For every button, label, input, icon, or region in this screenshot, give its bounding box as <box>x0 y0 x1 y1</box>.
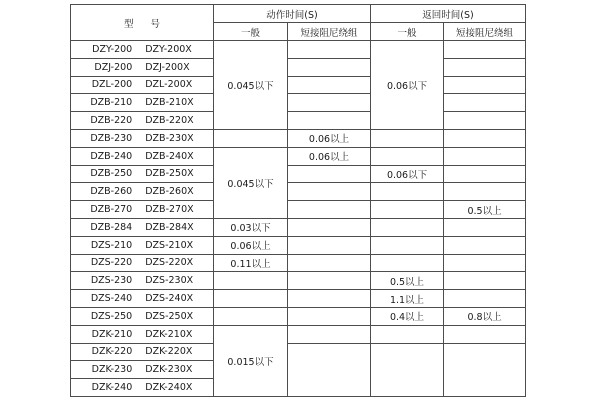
table-row <box>71 325 526 343</box>
action-short-damping-cell <box>288 272 371 290</box>
action-short-damping-cell <box>288 183 371 201</box>
action-short-damping-cell <box>288 290 371 308</box>
model-name-left: DZB-284 <box>90 221 133 233</box>
action-general-cell: 0.045以下 <box>214 147 288 218</box>
model-name-right: DZJ-200X <box>145 61 190 73</box>
table-row <box>71 254 526 272</box>
action-short-damping-cell <box>288 112 371 130</box>
action-general-cell <box>214 129 288 147</box>
action-short-damping-cell <box>288 343 371 396</box>
model-name-right: DZY-200X <box>145 43 192 55</box>
model-cell <box>71 272 214 290</box>
return-short-damping-cell <box>444 290 526 308</box>
return-short-damping-cell <box>444 41 526 59</box>
action-short-damping-cell <box>288 76 371 94</box>
action-short-damping-cell <box>288 201 371 219</box>
model-cell <box>71 307 214 325</box>
header-row-top <box>71 5 526 23</box>
return-short-damping-cell <box>444 94 526 112</box>
action-short-damping-cell <box>288 218 371 236</box>
action-general-cell <box>214 307 288 325</box>
table-row <box>71 290 526 308</box>
model-cell <box>71 361 214 379</box>
model-cell <box>71 325 214 343</box>
action-general-cell: 0.06以上 <box>214 236 288 254</box>
model-name-left: DZL-200 <box>91 79 133 91</box>
model-name-right: DZB-250X <box>145 168 194 180</box>
column-header-return-time: 返回时间(S) <box>371 5 526 23</box>
model-cell <box>71 41 214 59</box>
model-name-right: DZS-230X <box>145 275 194 287</box>
table-row <box>71 236 526 254</box>
table-row <box>71 41 526 59</box>
model-name-right: DZK-240X <box>145 382 193 394</box>
action-general-cell <box>214 272 288 290</box>
return-short-damping-cell <box>444 254 526 272</box>
column-header-action-time: 动作时间(S) <box>214 5 371 23</box>
model-cell <box>71 129 214 147</box>
column-header-return-general: 一般 <box>371 23 444 41</box>
return-general-cell <box>371 183 444 201</box>
return-general-cell <box>371 325 444 343</box>
relay-spec-table <box>70 4 526 397</box>
model-name-left: DZY-200 <box>92 43 133 55</box>
return-short-damping-cell <box>444 343 526 396</box>
column-header-action-general: 一般 <box>214 23 288 41</box>
column-header-model: 型 号 <box>71 5 214 41</box>
table-row <box>71 343 526 361</box>
return-general-cell <box>371 343 444 396</box>
model-name-right: DZB-240X <box>145 150 194 162</box>
model-cell <box>71 183 214 201</box>
return-short-damping-cell <box>444 218 526 236</box>
model-name-right: DZS-250X <box>145 310 194 322</box>
table-row <box>71 218 526 236</box>
model-name-left: DZS-240 <box>90 293 133 305</box>
model-name-right: DZK-220X <box>145 346 193 358</box>
model-name-left: DZS-210 <box>90 239 133 251</box>
model-cell <box>71 58 214 76</box>
table-row <box>71 147 526 165</box>
model-name-right: DZK-210X <box>145 328 193 340</box>
action-short-damping-cell <box>288 58 371 76</box>
action-general-cell: 0.045以下 <box>214 41 288 130</box>
model-name-right: DZS-210X <box>145 239 194 251</box>
model-cell <box>71 236 214 254</box>
return-general-cell <box>371 129 444 147</box>
return-general-cell: 0.06以下 <box>371 165 444 183</box>
model-name-left: DZB-270 <box>90 204 133 216</box>
model-cell <box>71 76 214 94</box>
return-short-damping-cell: 0.5以上 <box>444 201 526 219</box>
return-general-cell <box>371 201 444 219</box>
model-cell <box>71 379 214 397</box>
model-name-left: DZJ-200 <box>94 61 133 73</box>
model-name-left: DZB-210 <box>90 97 133 109</box>
table-body <box>71 5 526 397</box>
model-name-left: DZB-220 <box>90 115 133 127</box>
return-short-damping-cell <box>444 236 526 254</box>
model-cell <box>71 290 214 308</box>
return-general-cell <box>371 147 444 165</box>
model-name-left: DZK-210 <box>91 328 133 340</box>
model-cell <box>71 147 214 165</box>
model-cell <box>71 165 214 183</box>
model-cell <box>71 218 214 236</box>
column-header-return-short-damping: 短接阻尼绕组 <box>444 23 526 41</box>
model-name-right: DZS-240X <box>145 293 194 305</box>
return-short-damping-cell <box>444 183 526 201</box>
return-short-damping-cell <box>444 325 526 343</box>
action-short-damping-cell: 0.06以上 <box>288 129 371 147</box>
model-name-right: DZS-220X <box>145 257 194 269</box>
table-row <box>71 58 526 76</box>
table-row <box>71 272 526 290</box>
return-general-cell: 0.5以上 <box>371 272 444 290</box>
return-short-damping-cell <box>444 76 526 94</box>
return-general-cell <box>371 236 444 254</box>
return-short-damping-cell <box>444 112 526 130</box>
return-general-cell: 0.4以上 <box>371 307 444 325</box>
model-name-right: DZB-260X <box>145 186 194 198</box>
return-short-damping-cell: 0.8以上 <box>444 307 526 325</box>
action-short-damping-cell <box>288 41 371 59</box>
model-name-left: DZB-250 <box>90 168 133 180</box>
action-short-damping-cell <box>288 254 371 272</box>
model-cell <box>71 201 214 219</box>
action-general-cell: 0.015以下 <box>214 325 288 396</box>
return-short-damping-cell <box>444 129 526 147</box>
model-name-left: DZK-220 <box>91 346 133 358</box>
return-general-cell <box>371 254 444 272</box>
action-short-damping-cell <box>288 325 371 343</box>
action-short-damping-cell <box>288 307 371 325</box>
table-row <box>71 183 526 201</box>
action-general-cell: 0.03以下 <box>214 218 288 236</box>
action-short-damping-cell <box>288 236 371 254</box>
model-name-left: DZB-260 <box>90 186 133 198</box>
return-short-damping-cell <box>444 272 526 290</box>
model-name-right: DZB-210X <box>145 97 194 109</box>
return-short-damping-cell <box>444 165 526 183</box>
action-general-cell: 0.11以上 <box>214 254 288 272</box>
return-general-cell: 1.1以上 <box>371 290 444 308</box>
model-name-left: DZK-240 <box>91 382 133 394</box>
model-cell <box>71 112 214 130</box>
model-cell <box>71 94 214 112</box>
table-row <box>71 165 526 183</box>
model-name-left: DZB-230 <box>90 132 133 144</box>
model-name-right: DZL-200X <box>145 79 193 91</box>
model-name-left: DZB-240 <box>90 150 133 162</box>
return-general-cell: 0.06以下 <box>371 41 444 130</box>
return-general-cell <box>371 218 444 236</box>
table-row <box>71 112 526 130</box>
table-row <box>71 201 526 219</box>
action-short-damping-cell: 0.06以上 <box>288 147 371 165</box>
table-row <box>71 94 526 112</box>
model-cell <box>71 343 214 361</box>
model-name-left: DZS-220 <box>90 257 133 269</box>
return-short-damping-cell <box>444 147 526 165</box>
return-short-damping-cell <box>444 58 526 76</box>
model-name-left: DZS-250 <box>90 310 133 322</box>
action-general-cell <box>214 290 288 308</box>
model-name-right: DZB-220X <box>145 115 194 127</box>
model-name-right: DZB-230X <box>145 132 194 144</box>
action-short-damping-cell <box>288 165 371 183</box>
table-row <box>71 76 526 94</box>
table-row <box>71 129 526 147</box>
action-short-damping-cell <box>288 94 371 112</box>
model-name-right: DZK-230X <box>145 364 193 376</box>
model-cell <box>71 254 214 272</box>
model-name-right: DZB-270X <box>145 204 194 216</box>
model-name-left: DZS-230 <box>90 275 133 287</box>
table-row <box>71 307 526 325</box>
model-name-right: DZB-284X <box>145 221 194 233</box>
model-name-left: DZK-230 <box>91 364 133 376</box>
column-header-action-short-damping: 短接阻尼绕组 <box>288 23 371 41</box>
